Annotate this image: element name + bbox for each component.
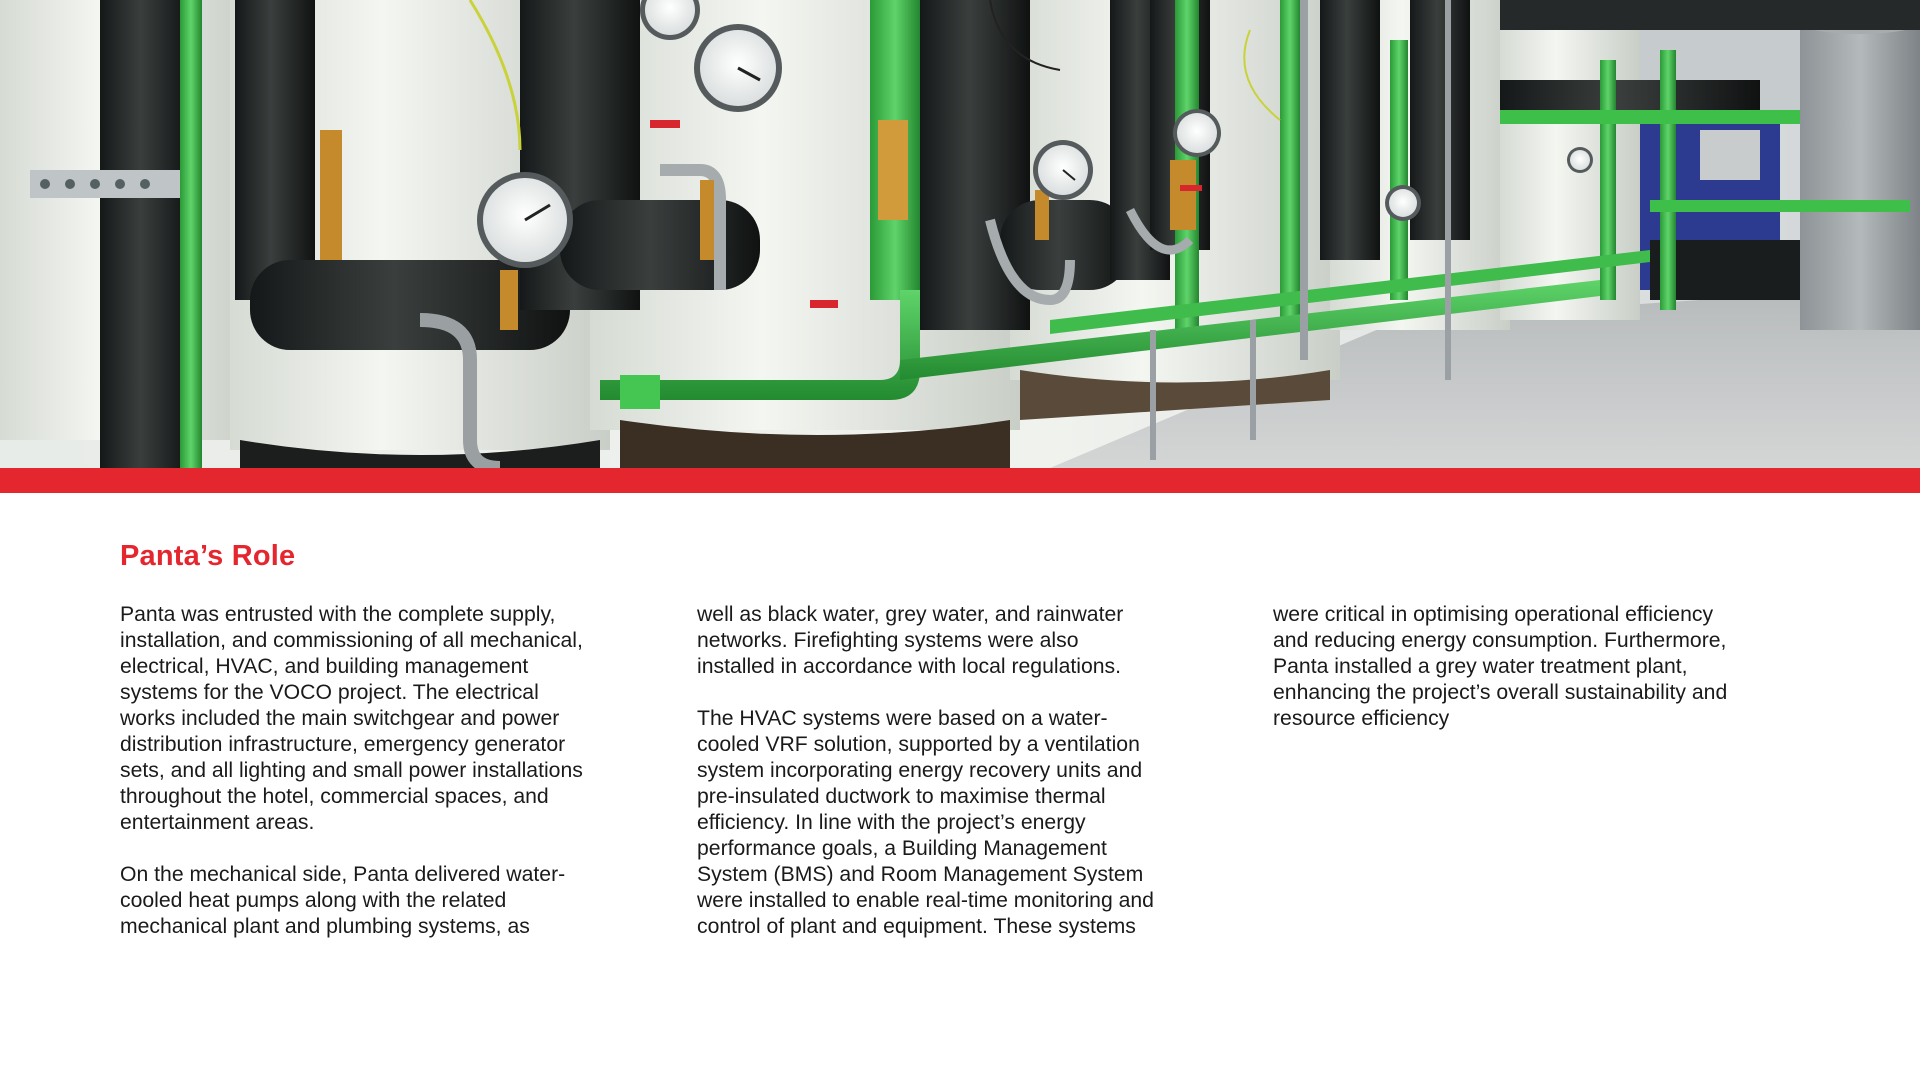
- body-text-line: control of plant and equipment. These systems: [697, 915, 1136, 938]
- body-text-line: The HVAC systems were based on a water-: [697, 707, 1108, 730]
- hero-photo: [0, 0, 1920, 468]
- body-text-line: and reducing energy consumption. Furthermore,: [1273, 629, 1727, 652]
- body-text-line: were installed to enable real-time monitoring and: [697, 889, 1154, 912]
- body-text-line: entertainment areas.: [120, 811, 315, 834]
- body-text-line: pre-insulated ductwork to maximise thermal: [697, 785, 1106, 808]
- body-text-line: System (BMS) and Room Management System: [697, 863, 1144, 886]
- body-text-line: mechanical plant and plumbing systems, as: [120, 915, 530, 938]
- text-column-1: [120, 602, 660, 940]
- body-text-line: Panta was entrusted with the complete supply,: [120, 603, 556, 626]
- body-text-line: On the mechanical side, Panta delivered water-: [120, 863, 566, 886]
- body-text-line: performance goals, a Building Management: [697, 837, 1107, 860]
- body-text-line: well as black water, grey water, and rainwater: [697, 603, 1124, 626]
- body-text-line: cooled heat pumps along with the related: [120, 889, 507, 912]
- body-text-line: works included the main switchgear and power: [120, 707, 560, 730]
- body-text-line: efficiency. In line with the project’s energy: [697, 811, 1086, 834]
- text-column-3: [1273, 602, 1813, 732]
- body-text-line: networks. Firefighting systems were also: [697, 629, 1079, 652]
- paragraph-gap: [697, 680, 1237, 706]
- body-text-line: electrical, HVAC, and building management: [120, 655, 529, 678]
- body-text-line: system incorporating energy recovery units and: [697, 759, 1143, 782]
- accent-divider: [0, 468, 1920, 493]
- body-text-line: installed in accordance with local regulations.: [697, 655, 1121, 678]
- plant-room-pipes-photo: [0, 0, 1920, 468]
- body-text-line: systems for the VOCO project. The electrical: [120, 681, 539, 704]
- body-text-line: Panta installed a grey water treatment plant,: [1273, 655, 1688, 678]
- paragraph-gap: [120, 836, 660, 862]
- body-text-line: were critical in optimising operational efficiency: [1273, 603, 1714, 626]
- body-text-line: distribution infrastructure, emergency generator: [120, 733, 566, 756]
- body-text-line: cooled VRF solution, supported by a ventilation: [697, 733, 1140, 756]
- body-text-line: resource efficiency: [1273, 707, 1450, 730]
- body-text-line: installation, and commissioning of all mechanical,: [120, 629, 583, 652]
- body-text-line: enhancing the project’s overall sustainability and: [1273, 681, 1728, 704]
- text-column-2: [697, 602, 1237, 940]
- body-text-line: throughout the hotel, commercial spaces, and: [120, 785, 549, 808]
- section-title: Panta’s Role: [120, 540, 296, 572]
- body-text-line: sets, and all lighting and small power installations: [120, 759, 583, 782]
